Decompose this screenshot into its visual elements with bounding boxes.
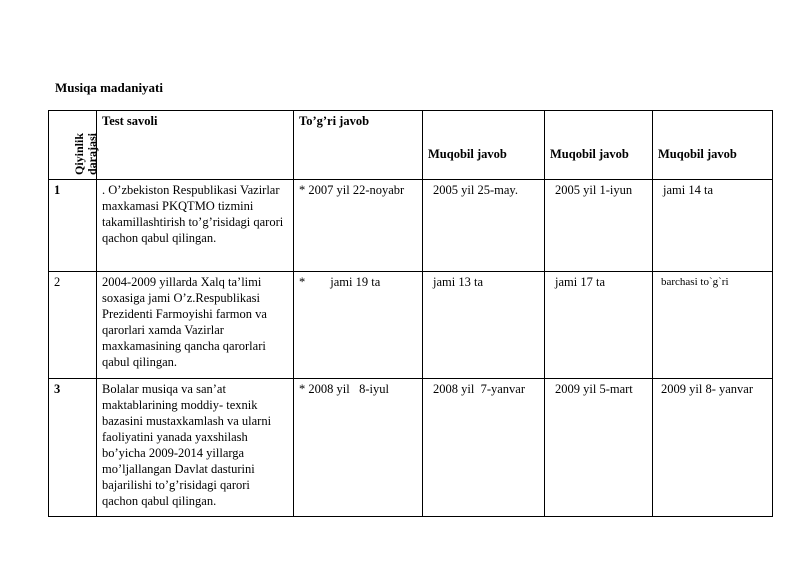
test-questions-table xyxy=(48,110,773,517)
row-question: . O’zbekiston Respublikasi Vazirlar maxkamasi PKQTMO tizmini takamillashtirish to’g’risidagi qarori qachon qabul qilingan. xyxy=(97,180,294,272)
row-alternative-2: 2005 yil 1-iyun xyxy=(545,180,653,272)
table-header-row xyxy=(49,111,773,180)
header-difficulty-label xyxy=(73,133,99,175)
row-alternative-3: barchasi to`g`ri xyxy=(653,272,773,379)
row-alternative-2: jami 17 ta xyxy=(545,272,653,379)
row-alternative-1: jami 13 ta xyxy=(423,272,545,379)
header-difficulty-level xyxy=(49,111,97,180)
row-level: 2 xyxy=(49,272,97,379)
row-alternative-1: 2005 yil 25-may. xyxy=(423,180,545,272)
header-question: Test savoli xyxy=(97,111,294,180)
table-row xyxy=(49,180,773,272)
row-correct-answer: * 2007 yil 22-noyabr xyxy=(294,180,423,272)
header-alternative-3: Muqobil javob xyxy=(653,111,773,180)
row-correct-answer: * jami 19 ta xyxy=(294,272,423,379)
table-row xyxy=(49,379,773,517)
header-difficulty-line2: darajasi xyxy=(84,133,99,175)
row-question: 2004-2009 yillarda Xalq ta’limi soxasiga jami O’z.Respublikasi Prezidenti Farmoyishi farmon va qarorlari xamda Vazirlar maxkamasining qancha qarorlari qabul qilingan. xyxy=(97,272,294,379)
row-alternative-3: 2009 yil 8- yanvar xyxy=(653,379,773,517)
row-level: 1 xyxy=(49,180,97,272)
row-alternative-2: 2009 yil 5-mart xyxy=(545,379,653,517)
row-alternative-1: 2008 yil 7-yanvar xyxy=(423,379,545,517)
row-question: Bolalar musiqa va san’at maktablarining moddiy- texnik bazasini mustaxkamlash va ularni faoliyatini yanada yaxshilash bo’yicha 2009-2014 yillarga mo’ljallangan Davlat dasturini bajarilishi to’g’risidagi qarori qachon qabul qilingan. xyxy=(97,379,294,517)
header-alternative-2: Muqobil javob xyxy=(545,111,653,180)
header-alternative-1: Muqobil javob xyxy=(423,111,545,180)
header-difficulty-line1: Qiyinlik xyxy=(71,132,86,175)
header-correct-answer: To’g’ri javob xyxy=(294,111,423,180)
table-row xyxy=(49,272,773,379)
row-level: 3 xyxy=(49,379,97,517)
document-title: Musiqa madaniyati xyxy=(55,80,163,95)
row-correct-answer: * 2008 yil 8-iyul xyxy=(294,379,423,517)
row-alternative-3: jami 14 ta xyxy=(653,180,773,272)
